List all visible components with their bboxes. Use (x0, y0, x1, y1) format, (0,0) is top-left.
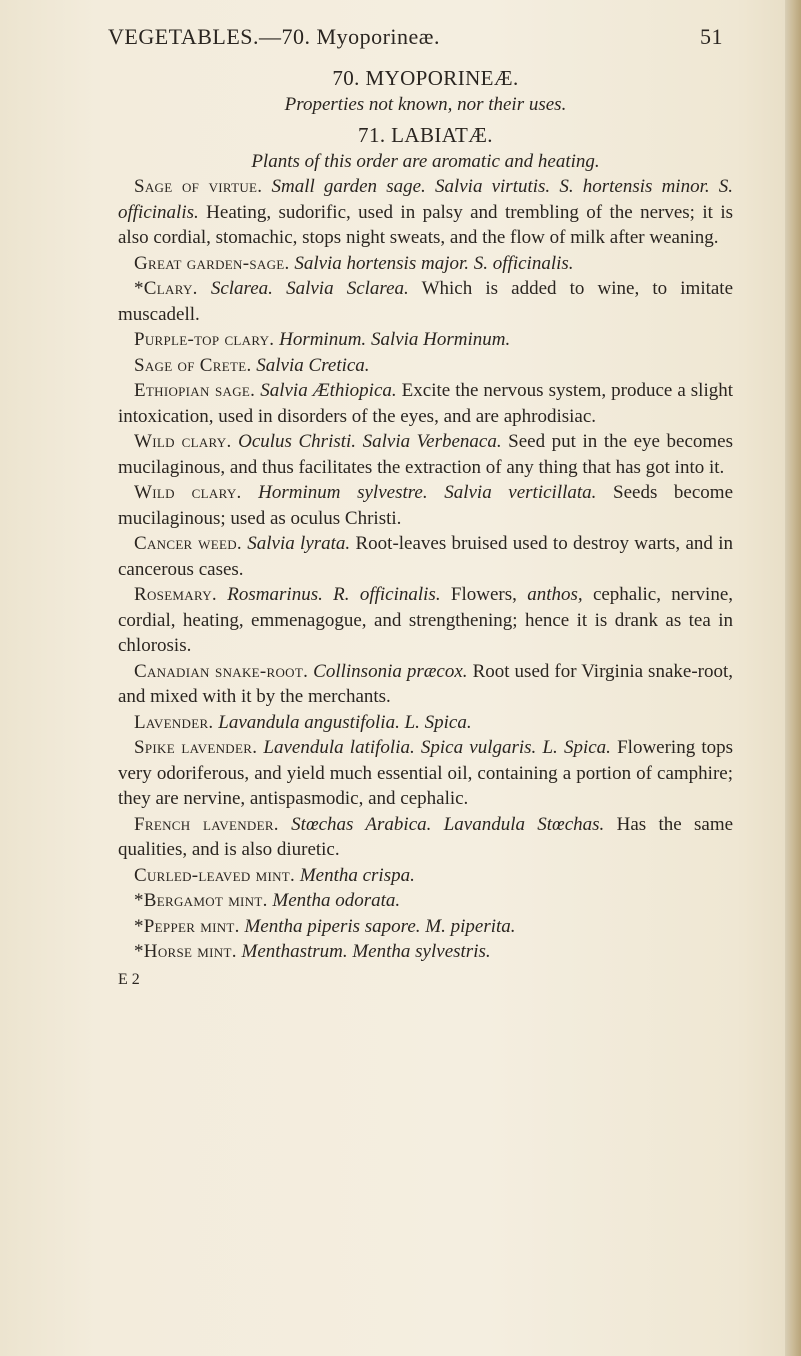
entry-term: anthos, (527, 584, 583, 605)
entry-term: Rosmarinus. (227, 584, 323, 605)
entry-term: Salvia virtutis. (434, 176, 551, 197)
entry-horse-mint (118, 939, 733, 965)
entry-term: Horminum sylvestre. (258, 482, 428, 503)
entry-term: Mentha sylvestris. (352, 941, 491, 962)
entry-sage-of-virtue (118, 174, 733, 251)
entry-term: Stœchas Arabica. (291, 813, 432, 835)
entry-name: *Clary. (134, 278, 198, 299)
entry-term: Salvia lyrata. (247, 533, 351, 554)
entry-great-garden-sage (118, 251, 733, 277)
entry-name: Great garden-sage. (134, 252, 290, 274)
entry-description: Heating, sudorific, used in palsy and trembling of the nerves; it is also cordial, stomachic, stops night sweats, and the flow of milk after weaning. (118, 201, 734, 248)
page-text (118, 62, 733, 992)
entry-description: cephalic, nervine, cordial, heating, emmenagogue, and strengthening; hence it is drank as tea in chlorosis. (118, 584, 734, 656)
entry-description: Seeds become mucilaginous; used as oculus Christi. (118, 482, 734, 529)
page-number: 51 (700, 24, 723, 49)
entry-name: Lavender. (134, 711, 214, 733)
section-subtitle-70: Properties not known, nor their uses. (284, 93, 567, 115)
entry-name: Wild clary. (134, 431, 232, 452)
entry-term: S. officinalis. (118, 176, 734, 223)
entry-lavender (118, 710, 733, 736)
entry-name: Wild clary. (134, 482, 242, 503)
entry-term: Menthastrum. (241, 941, 348, 962)
entry-description: Excite the nervous system, produce a slight intoxication, used in disorders of the eyes, and are aphrodisiac. (118, 380, 734, 427)
entry-term: Sclarea. (210, 278, 273, 299)
entry-term: S. hortensis minor. (559, 176, 710, 197)
entry-ethiopian-sage (118, 378, 733, 429)
entry-term: Mentha piperis sapore. (244, 915, 421, 937)
entry-term: Collinsonia præcox. (313, 660, 468, 682)
entry-cancer-weed (118, 531, 733, 582)
entry-term: Spica vulgaris. (420, 737, 537, 758)
entry-term: Oculus Christi. (238, 431, 357, 452)
entry-term: Salvia verticillata. (444, 482, 597, 503)
running-header (108, 24, 723, 54)
entry-term: Lavendula latifolia. (263, 737, 415, 758)
entry-french-lavender (118, 812, 733, 863)
entry-description: Root-leaves bruised used to destroy warts, and in cancerous cases. (118, 533, 733, 580)
running-title: VEGETABLES.—70. Myoporineæ. (108, 24, 440, 49)
entry-rosemary (118, 582, 733, 659)
entry-term: Salvia Horminum. (370, 329, 511, 350)
entry-term: Horminum. (279, 329, 367, 350)
section-title-71: 71. LABIATÆ. (358, 123, 493, 147)
entry-description: Flowering tops very odoriferous, and yield much essential oil, containing a portion of camphire; they are nervine, antispasmodic, and cephalic. (118, 737, 734, 809)
entry-term: Mentha crispa. (299, 864, 415, 886)
entry-purple-top-clary (118, 327, 733, 353)
entry-name: Sage of Crete. (134, 354, 252, 376)
entry-description: Flowers, (450, 584, 517, 605)
page-edge (785, 0, 801, 1356)
section-title-70: 70. MYOPORINEÆ. (332, 66, 519, 90)
entry-name: French lavender. (134, 813, 279, 835)
entry-name: *Pepper mint. (134, 915, 240, 937)
entry-name: Canadian snake-root. (134, 660, 309, 682)
entry-term: L. Spica. (542, 737, 611, 758)
entry-bergamot-mint (118, 888, 733, 914)
entry-name: Purple-top clary. (134, 329, 275, 350)
entry-curled-leaved-mint (118, 863, 733, 889)
entry-name: *Horse mint. (134, 941, 237, 962)
entry-name: Ethiopian sage. (134, 380, 256, 401)
entry-term: S. officinalis. (473, 252, 574, 274)
entry-wild-clary-1 (118, 429, 733, 480)
entry-name: Curled-leaved mint. (134, 864, 296, 886)
entry-term: Small garden sage. (271, 176, 426, 197)
entry-name: *Bergamot mint. (134, 890, 268, 911)
entry-description: Has the same qualities, and is also diuretic. (118, 813, 734, 860)
entry-name: Cancer weed. (134, 533, 242, 554)
entry-spike-lavender (118, 735, 733, 812)
signature-mark: E 2 (118, 970, 140, 988)
entry-wild-clary-2 (118, 480, 733, 531)
entry-term: L. Spica. (404, 711, 472, 733)
entry-term: Lavandula Stœchas. (443, 813, 605, 835)
entry-description: Which is added to wine, to imitate muscadell. (118, 278, 734, 325)
entry-pepper-mint (118, 914, 733, 940)
entry-term: Salvia Sclarea. (286, 278, 409, 299)
entry-name: Spike lavender. (134, 737, 258, 758)
entry-description: Root used for Virginia snake-root, and mixed with it by the merchants. (118, 660, 733, 707)
entry-clary (118, 276, 733, 327)
entry-name: Rosemary. (134, 584, 217, 605)
entry-term: Salvia Æthiopica. (260, 380, 397, 401)
entry-sage-of-crete (118, 353, 733, 379)
entry-term: Salvia Cretica. (256, 354, 370, 376)
entry-term: Salvia Verbenaca. (362, 431, 502, 452)
entry-term: Mentha odorata. (272, 890, 401, 911)
entry-term: Lavandula angustifolia. (218, 711, 400, 733)
entry-description: Seed put in the eye becomes mucilaginous, and thus facilitates the extraction of any thing that has got into it. (118, 431, 734, 478)
entry-term: M. piperita. (425, 915, 516, 937)
entry-term: Salvia hortensis major. (294, 252, 470, 274)
entry-term: R. officinalis. (333, 584, 441, 605)
entry-canadian-snake-root (118, 659, 733, 710)
entry-name: Sage of virtue. (134, 176, 263, 197)
section-subtitle-71: Plants of this order are aromatic and heating. (251, 150, 600, 172)
